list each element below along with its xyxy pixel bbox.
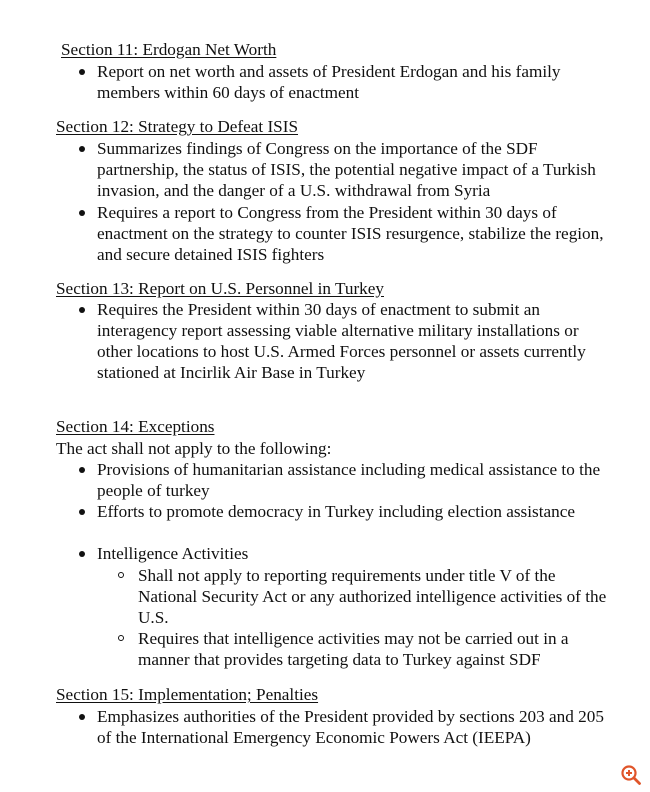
zoom-in-button[interactable] xyxy=(619,763,643,787)
section-14-bullet-2: Efforts to promote democracy in Turkey including election assistance xyxy=(97,502,575,521)
bullet-marker xyxy=(79,509,85,515)
bullet-marker xyxy=(79,551,85,557)
bullet-marker xyxy=(79,210,85,216)
section-14-bullet-1: Provisions of humanitarian assistance including medical assistance to the people of turkey xyxy=(97,460,601,500)
section-13-bullet-1: Requires the President within 30 days of enactment to submit an interagency report assessing viable alternative military installations or other locations to host U.S. Armed Forces personnel or assets currently stationed at Incirlik Air Base in Turkey xyxy=(97,300,586,382)
sub-bullet-marker xyxy=(118,572,124,578)
sub-bullet-marker xyxy=(118,635,124,641)
section-12-bullet-2: Requires a report to Congress from the President within 30 days of enactment on the strategy to counter ISIS resurgence, stabilize the region, and secure detained ISIS fighters xyxy=(97,203,604,264)
bullet-marker xyxy=(79,714,85,720)
section-14-intro: The act shall not apply to the following: xyxy=(56,439,332,458)
section-15-heading: Section 15: Implementation; Penalties xyxy=(56,685,319,704)
section-14-subbullet-2: Requires that intelligence activities may not be carried out in a manner that provides targeting data to Turkey against SDF xyxy=(138,629,569,669)
section-11-heading: Section 11: Erdogan Net Worth xyxy=(61,40,277,59)
section-14-heading: Section 14: Exceptions xyxy=(56,417,215,436)
section-14-bullet-3: Intelligence Activities xyxy=(97,544,249,563)
bullet-marker xyxy=(79,146,85,152)
bullet-marker xyxy=(79,307,85,313)
section-12-bullet-1: Summarizes findings of Congress on the importance of the SDF partnership, the status of ISIS, the potential negative impact of a Turkish invasion, and the danger of a U.S. withdrawal from Syria xyxy=(97,139,596,200)
section-12-heading: Section 12: Strategy to Defeat ISIS xyxy=(56,117,299,136)
section-15-bullet-1: Emphasizes authorities of the President provided by sections 203 and 205 of the International Emergency Economic Powers Act (IEEPA) xyxy=(97,707,604,747)
section-11-bullet-1: Report on net worth and assets of President Erdogan and his family members within 60 days of enactment xyxy=(97,62,561,102)
zoom-in-icon xyxy=(619,763,643,787)
bullet-marker xyxy=(79,69,85,75)
section-13-heading: Section 13: Report on U.S. Personnel in Turkey xyxy=(56,279,384,298)
bullet-marker xyxy=(79,467,85,473)
section-14-subbullet-1: Shall not apply to reporting requirements under title V of the National Security Act or any authorized intelligence activities of the U.S. xyxy=(138,566,607,627)
